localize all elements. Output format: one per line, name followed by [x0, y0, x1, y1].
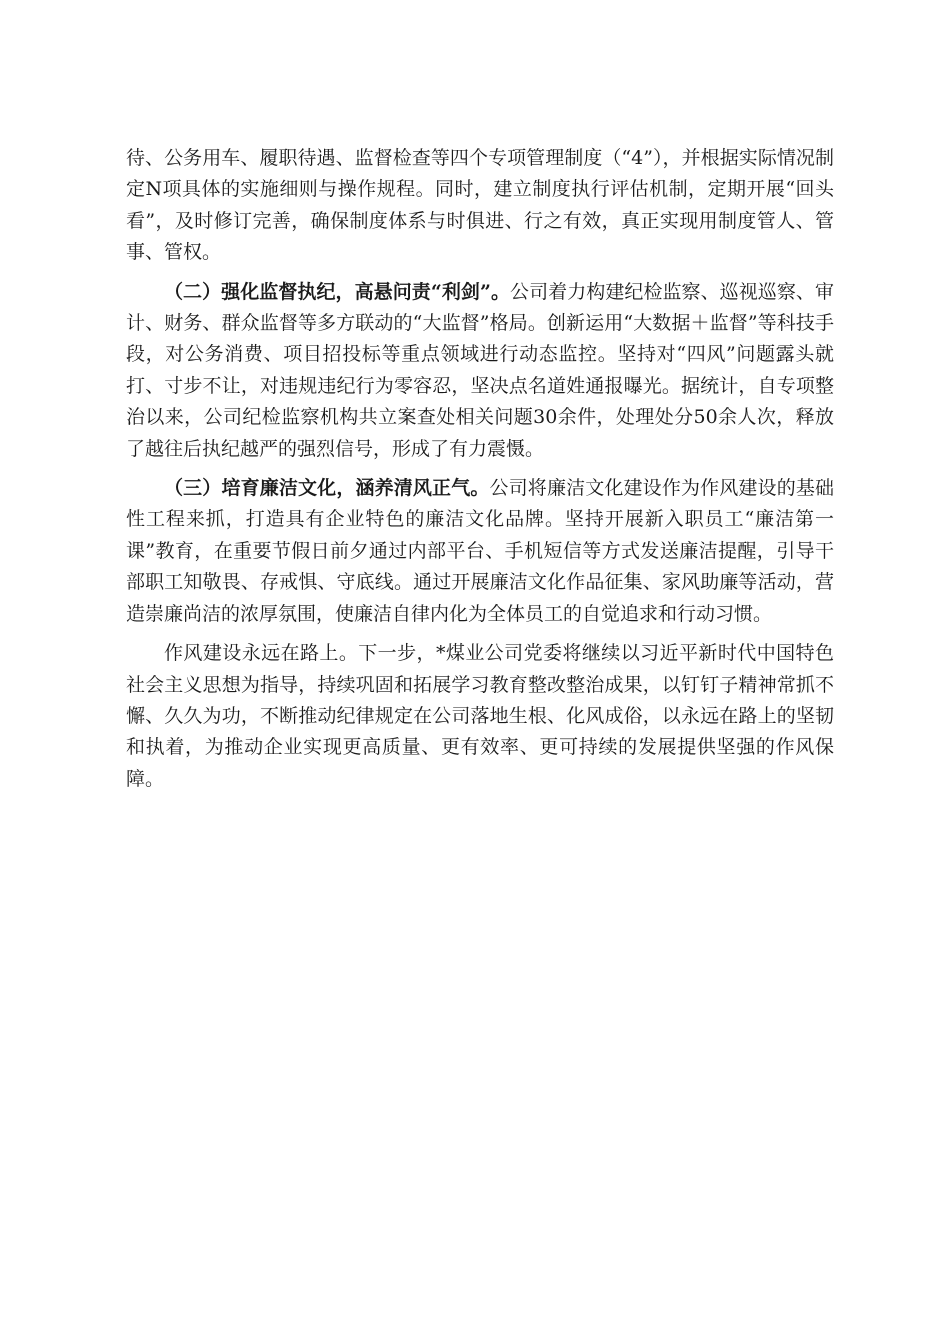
- paragraph-text: 作风建设永远在路上。下一步，*煤业公司党委将继续以习近平新时代中国特色社会主义思想为指导，持续巩固和拓展学习教育整改整治成果，以钉钉子精神常抓不懈、久久为功，不断推动纪律规定在公司落地生根、化风成俗，以永远在路上的坚韧和执着，为推动企业实现更高质量、更有效率、更可持续的发展提供坚强的作风保障。: [126, 642, 834, 790]
- paragraph-continuation: [126, 143, 834, 269]
- paragraph-text: 待、公务用车、履职待遇、监督检查等四个专项管理制度（“4”），并根据实际情况制定N项具体的实施细则与操作规程。同时，建立制度执行评估机制，定期开展“回头看”，及时修订完善，确保制度体系与时俱进、行之有效，真正实现用制度管人、管事、管权。: [126, 147, 834, 264]
- paragraph-heading: （三）培育廉洁文化，涵养清风正气。: [164, 477, 490, 500]
- paragraph-text: 公司将廉洁文化建设作为作风建设的基础性工程来抓，打造具有企业特色的廉洁文化品牌。坚持开展新入职员工“廉洁第一课”教育，在重要节假日前夕通过内部平台、手机短信等方式发送廉洁提醒，引导干部职工知敬畏、存戒惧、守底线。通过开展廉洁文化作品征集、家风助廉等活动，营造崇廉尚洁的浓厚氛围，使廉洁自律内化为全体员工的自觉追求和行动习惯。: [126, 477, 834, 625]
- paragraph-text: 公司着力构建纪检监察、巡视巡察、审计、财务、群众监督等多方联动的“大监督”格局。创新运用“大数据＋监督”等科技手段，对公务消费、项目招投标等重点领域进行动态监控。坚持对“四风”问题露头就打、寸步不让，对违规违纪行为零容忍，坚决点名道姓通报曝光。据统计，自专项整治以来，公司纪检监察机构共立案查处相关问题30余件，处理处分50余人次，释放了越往后执纪越严的强烈信号，形成了有力震慑。: [126, 280, 834, 460]
- paragraph-conclusion: [126, 638, 834, 795]
- paragraph-integrity-culture: [126, 473, 834, 630]
- document-body: [126, 143, 834, 803]
- paragraph-supervision: [126, 277, 834, 465]
- paragraph-heading: （二）强化监督执纪，高悬问责“利剑”。: [164, 280, 511, 303]
